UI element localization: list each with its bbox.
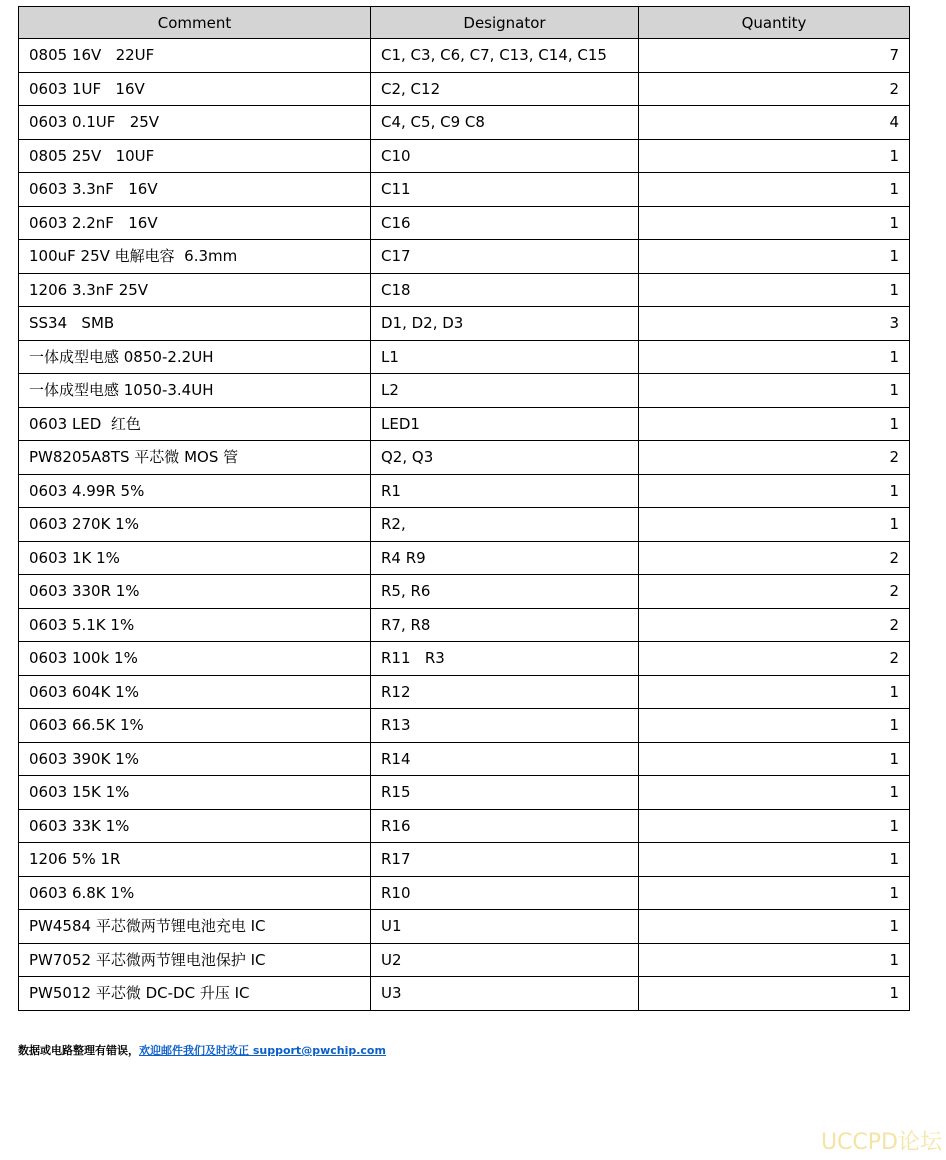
designator-cell: L1 bbox=[371, 340, 639, 374]
comment-cell: 0603 390K 1% bbox=[19, 742, 371, 776]
table-row bbox=[19, 709, 910, 743]
comment-cell: 0603 2.2nF 16V bbox=[19, 206, 371, 240]
designator-cell: R5, R6 bbox=[371, 575, 639, 609]
designator-cell: U1 bbox=[371, 910, 639, 944]
table-row bbox=[19, 642, 910, 676]
comment-cell: 0603 0.1UF 25V bbox=[19, 106, 371, 140]
quantity-cell: 1 bbox=[639, 340, 910, 374]
designator-cell: R11 R3 bbox=[371, 642, 639, 676]
quantity-cell: 2 bbox=[639, 575, 910, 609]
quantity-cell: 2 bbox=[639, 608, 910, 642]
designator-cell: U2 bbox=[371, 943, 639, 977]
designator-cell: C11 bbox=[371, 173, 639, 207]
table-row bbox=[19, 675, 910, 709]
quantity-column-header: Quantity bbox=[639, 7, 910, 39]
designator-cell: L2 bbox=[371, 374, 639, 408]
designator-cell: Q2, Q3 bbox=[371, 441, 639, 475]
comment-cell: 0603 LED 红色 bbox=[19, 407, 371, 441]
quantity-cell: 7 bbox=[639, 39, 910, 73]
comment-cell: 一体成型电感 0850-2.2UH bbox=[19, 340, 371, 374]
header-row bbox=[19, 7, 910, 39]
designator-cell: C1, C3, C6, C7, C13, C14, C15 bbox=[371, 39, 639, 73]
quantity-cell: 2 bbox=[639, 441, 910, 475]
designator-cell: C10 bbox=[371, 139, 639, 173]
comment-cell: 100uF 25V 电解电容 6.3mm bbox=[19, 240, 371, 274]
table-row bbox=[19, 977, 910, 1011]
comment-cell: 1206 5% 1R bbox=[19, 843, 371, 877]
quantity-cell: 1 bbox=[639, 809, 910, 843]
table-row bbox=[19, 307, 910, 341]
table-row bbox=[19, 340, 910, 374]
designator-cell: C16 bbox=[371, 206, 639, 240]
comment-column-header: Comment bbox=[19, 7, 371, 39]
comment-cell: 0603 1UF 16V bbox=[19, 72, 371, 106]
designator-column-header: Designator bbox=[371, 7, 639, 39]
designator-cell: R16 bbox=[371, 809, 639, 843]
comment-cell: 0603 5.1K 1% bbox=[19, 608, 371, 642]
quantity-cell: 4 bbox=[639, 106, 910, 140]
table-row bbox=[19, 575, 910, 609]
designator-cell: R14 bbox=[371, 742, 639, 776]
designator-cell: R7, R8 bbox=[371, 608, 639, 642]
quantity-cell: 1 bbox=[639, 240, 910, 274]
comment-cell: 0805 25V 10UF bbox=[19, 139, 371, 173]
quantity-cell: 1 bbox=[639, 206, 910, 240]
table-row bbox=[19, 106, 910, 140]
quantity-cell: 1 bbox=[639, 407, 910, 441]
table-row bbox=[19, 910, 910, 944]
quantity-cell: 2 bbox=[639, 72, 910, 106]
table-row bbox=[19, 441, 910, 475]
comment-cell: PW8205A8TS 平芯微 MOS 管 bbox=[19, 441, 371, 475]
table-row bbox=[19, 541, 910, 575]
table-row bbox=[19, 39, 910, 73]
designator-cell: R10 bbox=[371, 876, 639, 910]
comment-cell: 0603 270K 1% bbox=[19, 508, 371, 542]
comment-cell: 0603 604K 1% bbox=[19, 675, 371, 709]
designator-cell: R2, bbox=[371, 508, 639, 542]
quantity-cell: 1 bbox=[639, 139, 910, 173]
designator-cell: C18 bbox=[371, 273, 639, 307]
designator-cell: C2, C12 bbox=[371, 72, 639, 106]
comment-cell: 0603 4.99R 5% bbox=[19, 474, 371, 508]
designator-cell: R13 bbox=[371, 709, 639, 743]
comment-cell: 0603 33K 1% bbox=[19, 809, 371, 843]
comment-cell: 0603 6.8K 1% bbox=[19, 876, 371, 910]
quantity-cell: 1 bbox=[639, 943, 910, 977]
quantity-cell: 2 bbox=[639, 541, 910, 575]
table-row bbox=[19, 742, 910, 776]
table-body bbox=[19, 39, 910, 1011]
quantity-cell: 1 bbox=[639, 977, 910, 1011]
quantity-cell: 1 bbox=[639, 474, 910, 508]
quantity-cell: 2 bbox=[639, 642, 910, 676]
table-row bbox=[19, 809, 910, 843]
comment-cell: 1206 3.3nF 25V bbox=[19, 273, 371, 307]
table-row bbox=[19, 776, 910, 810]
table-row bbox=[19, 173, 910, 207]
designator-cell: R4 R9 bbox=[371, 541, 639, 575]
quantity-cell: 1 bbox=[639, 910, 910, 944]
comment-cell: 0603 330R 1% bbox=[19, 575, 371, 609]
table-row bbox=[19, 407, 910, 441]
quantity-cell: 1 bbox=[639, 876, 910, 910]
table-row bbox=[19, 374, 910, 408]
quantity-cell: 1 bbox=[639, 709, 910, 743]
designator-cell: C17 bbox=[371, 240, 639, 274]
comment-cell: 0603 66.5K 1% bbox=[19, 709, 371, 743]
comment-cell: SS34 SMB bbox=[19, 307, 371, 341]
quantity-cell: 1 bbox=[639, 776, 910, 810]
table-row bbox=[19, 943, 910, 977]
designator-cell: R1 bbox=[371, 474, 639, 508]
comment-cell: 0805 16V 22UF bbox=[19, 39, 371, 73]
comment-cell: 一体成型电感 1050-3.4UH bbox=[19, 374, 371, 408]
table-row bbox=[19, 240, 910, 274]
comment-cell: PW7052 平芯微两节锂电池保护 IC bbox=[19, 943, 371, 977]
designator-cell: R17 bbox=[371, 843, 639, 877]
comment-cell: PW5012 平芯微 DC-DC 升压 IC bbox=[19, 977, 371, 1011]
comment-cell: 0603 1K 1% bbox=[19, 541, 371, 575]
table-row bbox=[19, 72, 910, 106]
footer-note-text: 数据或电路整理有错误， bbox=[18, 1044, 139, 1057]
table-row bbox=[19, 876, 910, 910]
designator-cell: C4, C5, C9 C8 bbox=[371, 106, 639, 140]
designator-cell: R15 bbox=[371, 776, 639, 810]
designator-cell: R12 bbox=[371, 675, 639, 709]
quantity-cell: 1 bbox=[639, 675, 910, 709]
quantity-cell: 3 bbox=[639, 307, 910, 341]
table-row bbox=[19, 508, 910, 542]
designator-cell: LED1 bbox=[371, 407, 639, 441]
table-row bbox=[19, 608, 910, 642]
quantity-cell: 1 bbox=[639, 173, 910, 207]
table-row bbox=[19, 139, 910, 173]
watermark: UCCPD论坛 bbox=[820, 1130, 942, 1155]
support-email-link[interactable]: 欢迎邮件我们及时改正 support@pwchip.com bbox=[139, 1044, 386, 1057]
quantity-cell: 1 bbox=[639, 374, 910, 408]
table-row bbox=[19, 206, 910, 240]
table-row bbox=[19, 273, 910, 307]
quantity-cell: 1 bbox=[639, 742, 910, 776]
comment-cell: 0603 3.3nF 16V bbox=[19, 173, 371, 207]
designator-cell: U3 bbox=[371, 977, 639, 1011]
quantity-cell: 1 bbox=[639, 273, 910, 307]
quantity-cell: 1 bbox=[639, 508, 910, 542]
comment-cell: 0603 100k 1% bbox=[19, 642, 371, 676]
comment-cell: PW4584 平芯微两节锂电池充电 IC bbox=[19, 910, 371, 944]
comment-cell: 0603 15K 1% bbox=[19, 776, 371, 810]
bom-table bbox=[18, 6, 910, 1011]
designator-cell: D1, D2, D3 bbox=[371, 307, 639, 341]
table-row bbox=[19, 474, 910, 508]
footer-note bbox=[18, 1042, 386, 1058]
quantity-cell: 1 bbox=[639, 843, 910, 877]
table-row bbox=[19, 843, 910, 877]
